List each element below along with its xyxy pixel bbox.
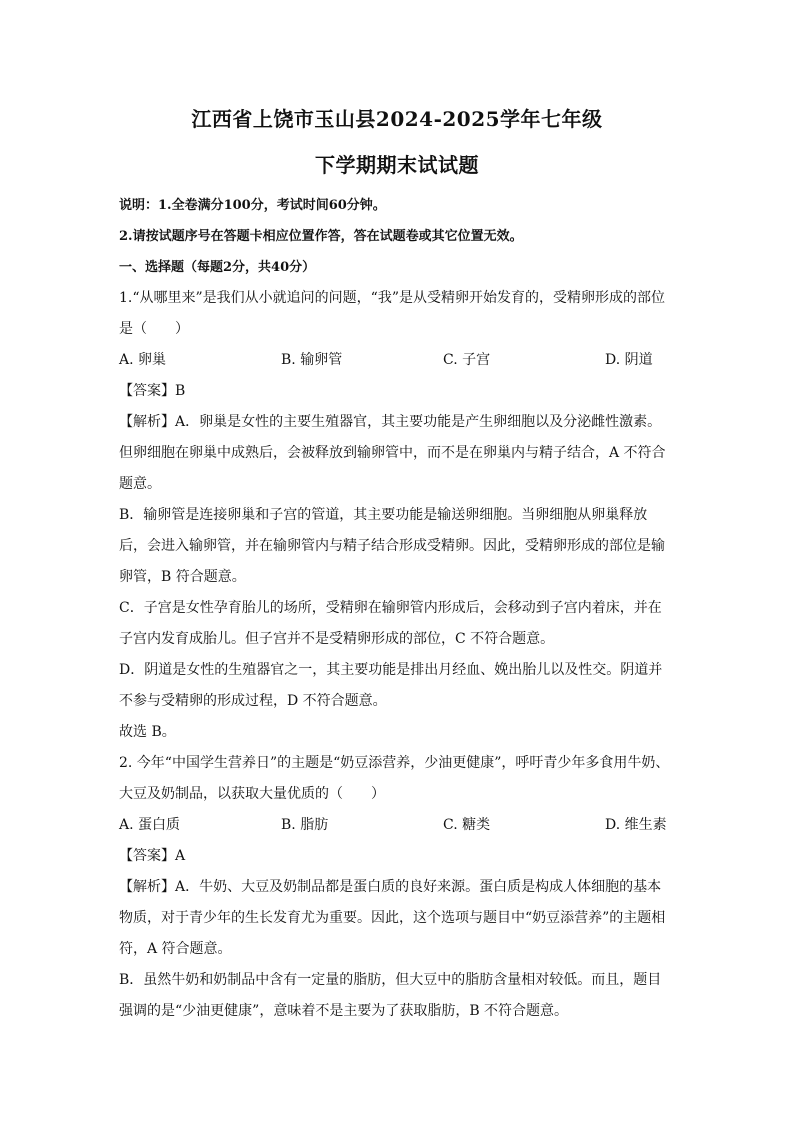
analysis-line: 物质，对于青少年的生长发育尤为重要。因此，这个选项与题目中“奶豆添营养”的主题相 <box>119 910 666 926</box>
option-c: C. 子宫 <box>443 352 491 368</box>
options-row <box>119 345 675 376</box>
analysis-line: 后，会进入输卵管，并在输卵管内与精子结合形成受精卵。因此，受精卵形成的部位是输 <box>119 538 665 554</box>
question-stem: 是（ ） <box>119 321 189 337</box>
analysis-line: 题意。 <box>119 476 161 492</box>
analysis-line: 不参与受精卵的形成过程，D 不符合题意。 <box>119 693 387 709</box>
question-stem: 大豆及奶制品，以获取大量优质的（ ） <box>119 786 385 802</box>
question-1 <box>119 283 675 748</box>
analysis-line: 子宫内发育成胎儿。但子宫并不是受精卵形成的部位，C 不符合题意。 <box>119 631 555 647</box>
answer-line: 【答案】A <box>119 848 186 864</box>
option-d: D. 维生素 <box>605 817 667 833</box>
exam-note-1: 说明：1.全卷满分100分，考试时间60分钟。 <box>119 198 386 213</box>
analysis-line: B．输卵管是连接卵巢和子宫的管道，其主要功能是输送卵细胞。当卵细胞从卵巢释放 <box>119 507 648 523</box>
options-row <box>119 810 675 841</box>
option-d: D. 阴道 <box>605 352 653 368</box>
option-b: B. 脂肪 <box>281 817 329 833</box>
exam-note-2: 2.请按试题序号在答题卡相应位置作答，答在试题卷或其它位置无效。 <box>119 229 523 244</box>
question-stem: 1.“从哪里来”是我们从小就追问的问题，“我”是从受精卵开始发育的，受精卵形成的部位 <box>119 290 665 306</box>
analysis-line: C．子宫是女性孕育胎儿的场所，受精卵在输卵管内形成后，会移动到子宫内着床，并在 <box>119 600 662 616</box>
analysis-line: 【解析】A．卵巢是女性的主要生殖器官，其主要功能是产生卵细胞以及分泌雌性激素。 <box>119 414 662 430</box>
option-c: C. 糖类 <box>443 817 491 833</box>
analysis-line: 卵管，B 符合题意。 <box>119 569 246 585</box>
option-b: B. 输卵管 <box>281 352 343 368</box>
analysis-line: 符，A 符合题意。 <box>119 941 232 957</box>
analysis-line: 【解析】A．牛奶、大豆及奶制品都是蛋白质的良好来源。蛋白质是构成人体细胞的基本 <box>119 879 662 895</box>
question-2 <box>119 748 675 1027</box>
answer-line: 【答案】B <box>119 383 186 399</box>
option-a: A. 蛋白质 <box>119 817 181 833</box>
analysis-line: 但卵细胞在卵巢中成熟后，会被释放到输卵管中，而不是在卵巢内与精子结合，A 不符合 <box>119 445 666 461</box>
option-a: A. 卵巢 <box>119 352 167 368</box>
analysis-line: 强调的是“少油更健康”，意味着不是主要为了获取脂肪，B 不符合题意。 <box>119 1003 569 1019</box>
analysis-line: 故选 B。 <box>119 724 176 740</box>
doc-title-line2: 下学期期末试试题 <box>315 153 479 177</box>
analysis-line: D．阴道是女性的生殖器官之一，其主要功能是排出月经血、娩出胎儿以及性交。阴道并 <box>119 662 663 678</box>
section-heading: 一、选择题（每题2分，共40分） <box>119 260 316 275</box>
doc-title-line1: 江西省上饶市玉山县2024-2025学年七年级 <box>191 107 603 131</box>
document-page <box>119 100 675 1027</box>
analysis-line: B．虽然牛奶和奶制品中含有一定量的脂肪，但大豆中的脂肪含量相对较低。而且，题目 <box>119 972 662 988</box>
question-stem: 2. 今年“中国学生营养日”的主题是“奶豆添营养，少油更健康”，呼吁青少年多食用牛奶、 <box>119 755 670 771</box>
